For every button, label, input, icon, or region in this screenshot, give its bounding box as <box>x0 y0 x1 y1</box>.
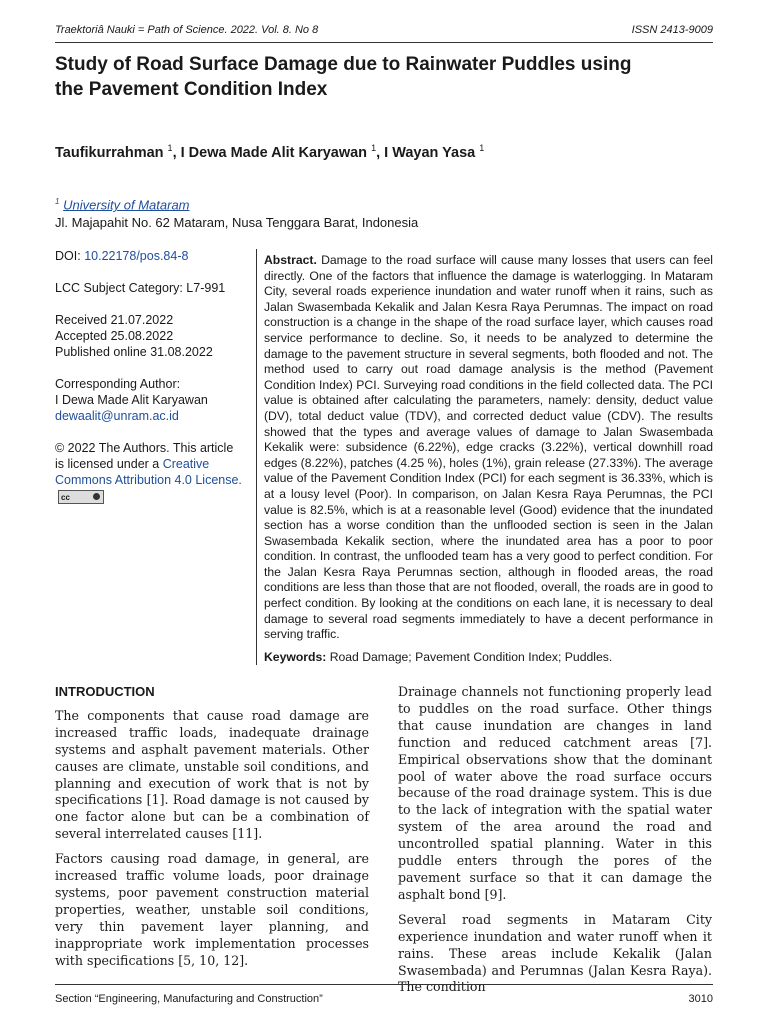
page-footer <box>55 984 713 1005</box>
license-link[interactable]: Creative Commons Attribution 4.0 License. <box>55 457 242 487</box>
journal-citation: Traektoriâ Nauki = Path of Science. 2022. Vol. 8. No 8 <box>55 24 319 36</box>
body-paragraph: Several road segments in Mataram City experience inundation and water runoff when it rains. These areas include Kekalik (Jalan Swasembada) and Perumnas (Jalan Kesra Raya). The condition <box>398 911 712 995</box>
body-column-left <box>55 684 369 978</box>
section-name: Section “Engineering, Manufacturing and Construction” <box>55 993 323 1005</box>
body-paragraph: Factors causing road damage, in general, are increased traffic volume loads, poor drainage systems, poor pavement construction material properties, weather, unstable soil conditions, very thin pavement layer planning, and inappropriate work implementation processes with specifications [5, 10, 12]. <box>55 851 369 968</box>
corresponding-label: Corresponding Author: <box>55 377 181 391</box>
author-name: Taufikurrahman <box>55 144 164 161</box>
corresponding-email-link[interactable]: dewaalit@unram.ac.id <box>55 409 179 423</box>
lcc-category: LCC Subject Category: L7-991 <box>55 281 226 295</box>
author-affiliation-mark: 1 <box>479 143 485 153</box>
published-date: Published online 31.08.2022 <box>55 345 213 359</box>
cc-license-icon[interactable]: cc <box>58 490 104 504</box>
university-link[interactable]: University of Mataram <box>63 197 190 213</box>
author-name: I Dewa Made Alit Karyawan <box>180 144 368 161</box>
abstract-block <box>256 249 713 665</box>
doi-link[interactable]: 10.22178/pos.84-8 <box>84 249 189 263</box>
author-name: I Wayan Yasa <box>384 144 476 161</box>
body-paragraph: The components that cause road damage are increased traffic loads, inadequate drainage systems and asphalt pavement materials. Other causes are climate, unstable soil conditions, and planning and execution of work that is not by specifications [1]. Road damage is not caused by one factor alone but can be a combination of several interrelated causes [11]. <box>55 707 369 842</box>
corresponding-name: I Dewa Made Alit Karyawan <box>55 393 208 407</box>
received-date: Received 21.07.2022 <box>55 313 174 327</box>
section-heading: INTRODUCTION <box>55 684 155 699</box>
paper-title: Study of Road Surface Damage due to Rainwater Puddles using the Pavement Condition Index <box>55 54 632 100</box>
running-header <box>55 22 713 43</box>
article-metadata <box>55 248 245 520</box>
author-list: Taufikurrahman $^1$, I Dewa Made Alit Karyawan $^1$, I Wayan Yasa $^1$ <box>55 143 485 161</box>
body-paragraph: Drainage channels not functioning properly lead to puddles on the road surface. Other things that cause inundation are changes in land function and reduced catchment areas [7]. Empirical observations show that the dominant pool of water above the road surface occurs because of the road drainage system. This is due to the lack of integration with the spatial water system of the area around the road and uncontrolled spatial planning. Water in this puddle enters through the pores of the pavement surface so that it can damage the asphalt bond [9]. <box>398 684 712 902</box>
body-column-right <box>398 684 712 1004</box>
page-number: 3010 <box>688 993 713 1005</box>
abstract-text: Damage to the road surface will cause many losses that users can feel directly. One of the factors that influence the damage is waterlogging. In Mataram City, several roads experience inundation and water runoff when it rains, such as Jalan Swasembada Kekalik and Jalan Kesra Raya Perumnas. The impact on road construction is a change in the shape of the road surface layer, which causes road service performance to decline. So, it needs to be analyzed to determine the damage to the pavement structure in several segments, both flooded and not. The method used to carry out road damage analysis is the method (Pavement Condition Index) PCI. Surveying road conditions in the field collected data. The PCI value is obtained after calculating the parameters, namely: density, deduct value (DV), total deduct value (TDV), and corrected deduct value (CDV). The results showed that the types and average values of damage to Jalan Swasembada Kekalik were: subsidence (6.22%), edge cracks (3.22%), vertical downhill road edges (8.22%), patches (4.25 %), holes (1%), grain release (27.33%). The average value of the Pavement Condition Index (PCI) for each segment is 36.33%, which is at a lousy level (Poor). In comparison, on Jalan Kesra Raya Perumnas, the PCI value is 82.5%, which is at a reasonable level (Good) evidence that the inundated section has a worse condition than the unflooded section is seen in the Jalan Swasembada Kekalik section, where the inundated area has a poor to poor condition. In contrast, the unflooded team has a very good to perfect condition. For the Jalan Kesra Raya Perumnas section, although in flooded areas, the road conditions are less than those that are not flooded, overall, the roads are in good to perfect condition. By looking at the conditions on each lane, it is necessary to deal damage to several road segments immediately to have a decent performance in serving traffic. <box>264 253 713 642</box>
accepted-date: Accepted 25.08.2022 <box>55 329 174 343</box>
author-affiliation-mark: 1 <box>167 143 173 153</box>
keywords-text: Road Damage; Pavement Condition Index; Puddles. <box>329 649 613 664</box>
author-affiliation-mark: 1 <box>371 143 377 153</box>
doi-label: DOI: <box>55 249 81 263</box>
license-text: © 2022 The Authors. This article is licensed under a <box>55 441 234 471</box>
issn: ISSN 2413-9009 <box>631 24 713 36</box>
abstract-label: Abstract. <box>264 253 317 267</box>
affiliation-mark: 1 <box>55 197 60 206</box>
affiliation-address: Jl. Majapahit No. 62 Mataram, Nusa Tenggara Barat, Indonesia <box>55 215 419 231</box>
affiliation <box>55 193 418 232</box>
keywords-label: Keywords: <box>264 649 327 664</box>
